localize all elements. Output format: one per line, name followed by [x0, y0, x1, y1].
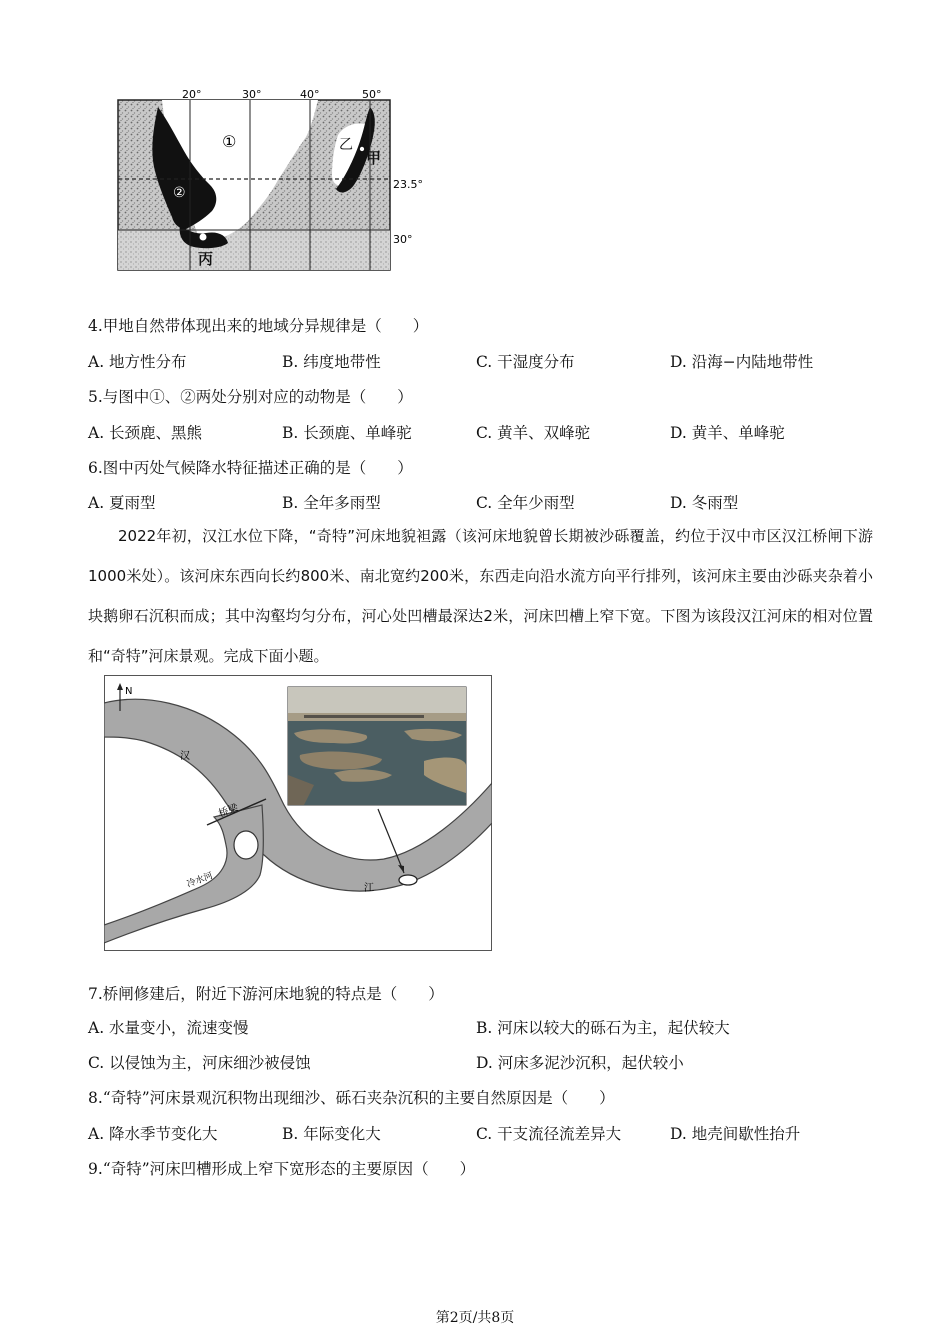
q5-option-c[interactable]: C. 黄羊、双峰驼: [476, 424, 591, 442]
africa-arabia-map: [100, 85, 440, 275]
q6-option-a[interactable]: A. 夏雨型: [88, 494, 156, 512]
q7-option-d[interactable]: D. 河床多泥沙沉积，起伏较小: [476, 1054, 684, 1072]
q4-option-c[interactable]: C. 干湿度分布: [476, 353, 575, 371]
lon-tick-50: 50°: [362, 88, 382, 101]
riverbed-photo: [288, 687, 466, 805]
question-9-stem: “奇特”河床凹槽形成上窄下宽形态的主要原因（ ）: [102, 1160, 476, 1178]
q6-option-d[interactable]: D. 冬雨型: [670, 494, 739, 512]
q8-option-c[interactable]: C. 干支流径流差异大: [476, 1125, 622, 1143]
page-footer: 第2页/共8页: [435, 1310, 515, 1326]
north-label: N: [125, 686, 133, 697]
hanjiang-river-map: [104, 675, 492, 951]
q5-option-d[interactable]: D. 黄羊、单峰驼: [670, 424, 785, 442]
q7-option-b[interactable]: B. 河床以较大的砾石为主，起伏较大: [476, 1019, 730, 1037]
region-1-label: ①: [222, 132, 237, 151]
question-4-stem: 甲地自然带体现出来的地域分异规律是（ ）: [102, 317, 429, 335]
q7-option-a[interactable]: A. 水量变小，流速变慢: [88, 1019, 249, 1037]
question-5: 5.与图中①、②两处分别对应的动物是（ ）: [88, 388, 413, 406]
question-8-stem: “奇特”河床景观沉积物出现细沙、砾石夹杂沉积的主要自然原因是（ ）: [102, 1089, 615, 1107]
question-6: 6.图中丙处气候降水特征描述正确的是（ ）: [88, 459, 413, 477]
lon-tick-20: 20°: [182, 88, 202, 101]
q5-option-a[interactable]: A. 长颈鹿、黑熊: [88, 424, 203, 442]
q6-option-c[interactable]: C. 全年少雨型: [476, 494, 575, 512]
region-bing-label: 丙: [198, 250, 214, 268]
bridge-label: 桥梁: [217, 802, 240, 820]
q4-option-b[interactable]: B. 纬度地带性: [282, 353, 381, 371]
reading-passage: [88, 516, 873, 676]
lat-tick-23-5: 23.5°: [393, 178, 423, 191]
question-6-stem: 图中丙处气候降水特征描述正确的是（ ）: [102, 459, 413, 477]
question-8: 8.“奇特”河床景观沉积物出现细沙、砾石夹杂沉积的主要自然原因是（ ）: [88, 1089, 615, 1107]
q6-option-b[interactable]: B. 全年多雨型: [282, 494, 381, 512]
q8-option-d[interactable]: D. 地壳间歇性抬升: [670, 1125, 801, 1143]
question-7-stem: 桥闸修建后，附近下游河床地貌的特点是（ ）: [102, 985, 444, 1003]
jiang-label: 江: [364, 883, 374, 894]
passage-text: 2022年初，汉江水位下降，“奇特”河床地貌袒露（该河床地貌曾长期被沙砾覆盖，约位于汉中市区汉江桥闸下游1000米处）。该河床东西向长约800米、南北宽约200米，东西走向沿水流方向平行排列，该河床主要由沙砾夹杂着小块鹅卵石沉积而成；其中沟壑均匀分布，河心处凹槽最深达2米，河床凹槽上窄下宽。下图为该段汉江河床的相对位置和“奇特”河床景观。完成下面小题。: [88, 527, 873, 665]
q5-option-b[interactable]: B. 长颈鹿、单峰驼: [282, 424, 412, 442]
lon-tick-30: 30°: [242, 88, 262, 101]
question-9: 9.“奇特”河床凹槽形成上窄下宽形态的主要原因（ ）: [88, 1160, 476, 1178]
tributary-label: 冷水河: [185, 871, 215, 890]
q8-option-a[interactable]: A. 降水季节变化大: [88, 1125, 218, 1143]
lat-tick-30: 30°: [393, 233, 413, 246]
q7-option-c[interactable]: C. 以侵蚀为主，河床细沙被侵蚀: [88, 1054, 311, 1072]
question-5-stem: 与图中①、②两处分别对应的动物是（ ）: [102, 388, 413, 406]
region-jia-label: 甲: [366, 149, 382, 167]
question-7: 7.桥闸修建后，附近下游河床地貌的特点是（ ）: [88, 985, 444, 1003]
han-label: 汉: [180, 751, 190, 762]
q4-option-a[interactable]: A. 地方性分布: [88, 353, 187, 371]
lon-tick-40: 40°: [300, 88, 320, 101]
q4-option-d[interactable]: D. 沿海−内陆地带性: [670, 353, 814, 371]
region-2-label: ②: [173, 185, 186, 201]
question-4: 4.甲地自然带体现出来的地域分异规律是（ ）: [88, 317, 429, 335]
q8-option-b[interactable]: B. 年际变化大: [282, 1125, 381, 1143]
region-yi-label: 乙: [339, 137, 353, 153]
